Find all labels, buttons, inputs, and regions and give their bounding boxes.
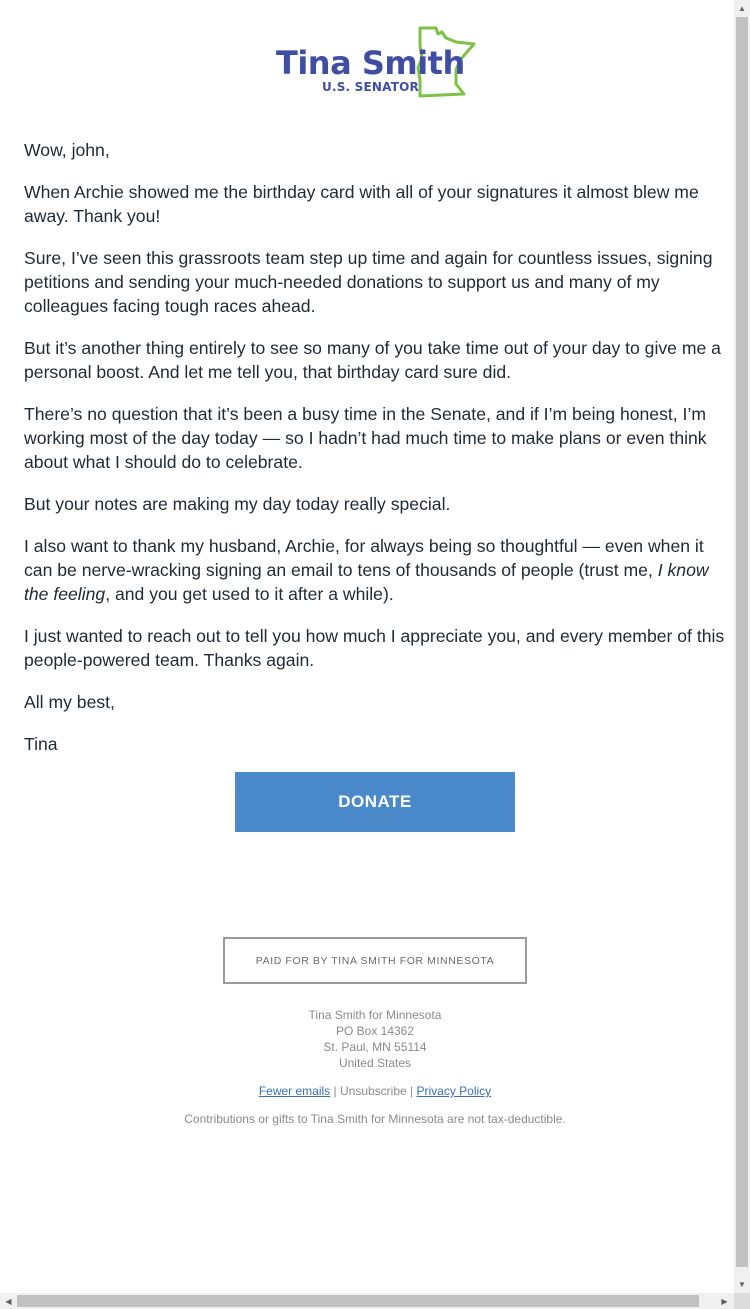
scroll-right-arrow-icon[interactable]: ▶ — [721, 1296, 728, 1306]
tina-smith-logo — [272, 22, 478, 100]
signature: Tina — [24, 734, 58, 754]
donate-button[interactable]: DONATE — [235, 772, 515, 832]
scroll-down-arrow-icon[interactable]: ▼ — [738, 1280, 746, 1289]
unsubscribe-link[interactable]: Unsubscribe — [339, 1084, 407, 1098]
link-separator: | — [330, 1084, 340, 1098]
vertical-scroll-thumb[interactable] — [736, 17, 748, 1267]
link-separator: | — [406, 1084, 417, 1098]
horizontal-scroll-thumb[interactable] — [17, 1295, 699, 1307]
signoff: All my best, — [24, 692, 115, 712]
address-line: United States — [338, 1056, 412, 1070]
address-line: St. Paul, MN 55114 — [323, 1040, 427, 1054]
letter-paragraph: But it’s another thing entirely to see so many of you take time out of your day to give me a personal boost. And let me tell you, that birthday card sure did. — [24, 338, 721, 382]
logo-name: Tina Smith — [276, 44, 465, 82]
privacy-policy-link[interactable]: Privacy Policy — [416, 1084, 492, 1098]
closing-paragraph: I just wanted to reach out to tell you how much I appreciate you, and every member of this people-powered team. Thanks again. — [24, 626, 725, 670]
address-line: Tina Smith for Minnesota — [308, 1008, 442, 1022]
husband-paragraph — [24, 534, 730, 606]
logo-subtitle: U.S. SENATOR — [322, 80, 419, 94]
letter-paragraph: But your notes are making my day today really special. — [24, 494, 451, 514]
letter-paragraph: There’s no question that it’s been a busy time in the Senate, and if I’m being honest, I’m working most of the day today — so I hadn’t had much time to make plans or even think about what I should do to celebrate. — [24, 404, 707, 472]
tax-notice: Contributions or gifts to Tina Smith for Minnesota are not tax-deductible. — [184, 1112, 566, 1126]
fewer-emails-link[interactable]: Fewer emails — [258, 1084, 331, 1098]
footer-address — [0, 1007, 734, 1071]
vertical-scrollbar[interactable] — [734, 0, 750, 1293]
footer-links — [0, 1083, 734, 1099]
scrollbar-corner — [734, 1293, 750, 1309]
scroll-left-arrow-icon[interactable]: ◀ — [5, 1296, 12, 1306]
paid-for-disclaimer: PAID FOR BY TINA SMITH FOR MINNESOTA — [223, 937, 527, 984]
letter-body — [24, 138, 730, 774]
scroll-up-arrow-icon[interactable]: ▲ — [738, 4, 746, 13]
horizontal-scrollbar[interactable] — [0, 1293, 734, 1309]
letter-paragraph: Sure, I’ve seen this grassroots team step up time and again for countless issues, signing petitions and sending your much-needed donations to support us and many of my colleagues facing tough races ahead. — [24, 248, 713, 316]
husband-text-italic: I know the feeling — [24, 560, 709, 604]
address-line: PO Box 14362 — [335, 1024, 415, 1038]
husband-text-after: , and you get used to it after a while). — [105, 584, 394, 604]
letter-paragraph: When Archie showed me the birthday card with all of your signatures it almost blew me away. Thank you! — [24, 182, 699, 226]
husband-text-before: I also want to thank my husband, Archie, for always being so thoughtful — even when it can be nerve-wracking signing an email to tens of thousands of people (trust me, — [24, 536, 704, 580]
greeting: Wow, john, — [24, 140, 110, 160]
